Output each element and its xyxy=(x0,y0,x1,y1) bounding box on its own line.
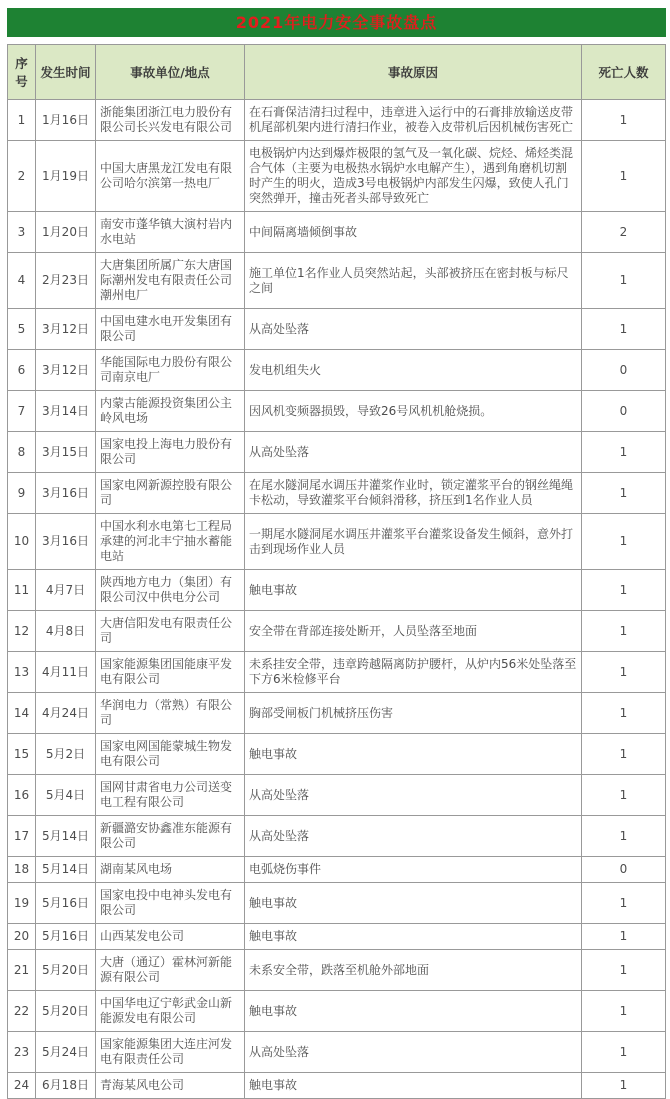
table-row xyxy=(8,391,666,432)
table-row xyxy=(8,775,666,816)
cell-no: 21 xyxy=(8,950,36,991)
cell-unit: 中国华电辽宁彰武金山新能源发电有限公司 xyxy=(96,991,245,1032)
cell-date: 6月18日 xyxy=(36,1073,96,1099)
cell-cause: 施工单位1名作业人员突然站起，头部被挤压在密封板与标尺之间 xyxy=(245,253,582,309)
cell-deaths: 1 xyxy=(582,611,666,652)
cell-unit: 中国电建水电开发集团有限公司 xyxy=(96,309,245,350)
cell-unit: 国家电投中电神头发电有限公司 xyxy=(96,883,245,924)
cell-date: 1月19日 xyxy=(36,141,96,212)
cell-date: 5月14日 xyxy=(36,816,96,857)
cell-unit: 华能国际电力股份有限公司南京电厂 xyxy=(96,350,245,391)
cell-deaths: 1 xyxy=(582,883,666,924)
cell-no: 11 xyxy=(8,570,36,611)
cell-deaths: 1 xyxy=(582,253,666,309)
cell-date: 4月8日 xyxy=(36,611,96,652)
cell-date: 5月16日 xyxy=(36,924,96,950)
cell-cause: 因风机变频器损毁，导致26号风机机舱烧损。 xyxy=(245,391,582,432)
cell-date: 5月16日 xyxy=(36,883,96,924)
table-header xyxy=(8,45,666,100)
cell-unit: 南安市蓬华镇大演村岩内水电站 xyxy=(96,212,245,253)
cell-cause: 电极锅炉内达到爆炸极限的氢气及一氧化碳、烷烃、烯烃类混合气体（主要为电极热水锅炉水电解产生），遇到角磨机切割时产生的明火，造成3号电极锅炉内部发生闪爆，致使人孔门突然弹开，撞击死者头部导致死亡 xyxy=(245,141,582,212)
cell-no: 5 xyxy=(8,309,36,350)
cell-unit: 新疆潞安协鑫准东能源有限公司 xyxy=(96,816,245,857)
cell-cause: 触电事故 xyxy=(245,883,582,924)
cell-deaths: 1 xyxy=(582,991,666,1032)
cell-unit: 大唐（通辽）霍林河新能源有限公司 xyxy=(96,950,245,991)
cell-no: 7 xyxy=(8,391,36,432)
cell-cause: 从高处坠落 xyxy=(245,432,582,473)
cell-unit: 青海某风电公司 xyxy=(96,1073,245,1099)
cell-date: 3月16日 xyxy=(36,514,96,570)
cell-date: 1月20日 xyxy=(36,212,96,253)
cell-no: 6 xyxy=(8,350,36,391)
cell-deaths: 1 xyxy=(582,514,666,570)
cell-deaths: 2 xyxy=(582,212,666,253)
cell-unit: 国家能源集团大连庄河发电有限责任公司 xyxy=(96,1032,245,1073)
cell-cause: 在石膏保洁清扫过程中，违章进入运行中的石膏排放输送皮带机尾部机架内进行清扫作业，被卷入皮带机后因机械伤害死亡 xyxy=(245,100,582,141)
cell-cause: 触电事故 xyxy=(245,1073,582,1099)
table-row xyxy=(8,734,666,775)
cell-no: 20 xyxy=(8,924,36,950)
cell-deaths: 1 xyxy=(582,693,666,734)
table-row xyxy=(8,857,666,883)
cell-unit: 中国大唐黑龙江发电有限公司哈尔滨第一热电厂 xyxy=(96,141,245,212)
cell-date: 5月20日 xyxy=(36,950,96,991)
cell-no: 18 xyxy=(8,857,36,883)
cell-deaths: 1 xyxy=(582,473,666,514)
table-row xyxy=(8,473,666,514)
cell-deaths: 0 xyxy=(582,391,666,432)
cell-date: 5月4日 xyxy=(36,775,96,816)
cell-no: 14 xyxy=(8,693,36,734)
cell-date: 1月16日 xyxy=(36,100,96,141)
col-header-date: 发生时间 xyxy=(36,45,96,100)
cell-cause: 从高处坠落 xyxy=(245,775,582,816)
cell-cause: 触电事故 xyxy=(245,570,582,611)
cell-unit: 山西某发电公司 xyxy=(96,924,245,950)
table-row xyxy=(8,1032,666,1073)
table-row xyxy=(8,611,666,652)
cell-cause: 中间隔离墙倾倒事故 xyxy=(245,212,582,253)
table-row xyxy=(8,1073,666,1099)
cell-unit: 中国水利水电第七工程局承建的河北丰宁抽水蓄能电站 xyxy=(96,514,245,570)
cell-no: 13 xyxy=(8,652,36,693)
cell-deaths: 0 xyxy=(582,350,666,391)
cell-deaths: 1 xyxy=(582,570,666,611)
cell-unit: 大唐信阳发电有限责任公司 xyxy=(96,611,245,652)
cell-no: 15 xyxy=(8,734,36,775)
cell-no: 1 xyxy=(8,100,36,141)
cell-unit: 国网甘肃省电力公司送变电工程有限公司 xyxy=(96,775,245,816)
cell-no: 2 xyxy=(8,141,36,212)
cell-date: 4月11日 xyxy=(36,652,96,693)
cell-unit: 大唐集团所属广东大唐国际潮州发电有限责任公司潮州电厂 xyxy=(96,253,245,309)
cell-date: 3月14日 xyxy=(36,391,96,432)
cell-cause: 胸部受闸板门机械挤压伤害 xyxy=(245,693,582,734)
table-row xyxy=(8,883,666,924)
cell-deaths: 1 xyxy=(582,775,666,816)
cell-cause: 从高处坠落 xyxy=(245,309,582,350)
cell-deaths: 1 xyxy=(582,1073,666,1099)
cell-cause: 未系挂安全带，违章跨越隔离防护腰杆，从炉内56米处坠落至下方6米检修平台 xyxy=(245,652,582,693)
cell-cause: 电弧烧伤事件 xyxy=(245,857,582,883)
table-row xyxy=(8,570,666,611)
cell-cause: 触电事故 xyxy=(245,991,582,1032)
cell-deaths: 1 xyxy=(582,950,666,991)
cell-unit: 陕西地方电力（集团）有限公司汉中供电分公司 xyxy=(96,570,245,611)
table-row xyxy=(8,212,666,253)
cell-cause: 发电机组失火 xyxy=(245,350,582,391)
table-row xyxy=(8,924,666,950)
cell-no: 10 xyxy=(8,514,36,570)
cell-deaths: 1 xyxy=(582,734,666,775)
cell-no: 3 xyxy=(8,212,36,253)
cell-date: 2月23日 xyxy=(36,253,96,309)
cell-unit: 国家电投上海电力股份有限公司 xyxy=(96,432,245,473)
page-title: 2021年电力安全事故盘点 xyxy=(7,8,666,37)
cell-date: 5月20日 xyxy=(36,991,96,1032)
table-row xyxy=(8,432,666,473)
cell-unit: 国家电网国能蒙城生物发电有限公司 xyxy=(96,734,245,775)
cell-cause: 一期尾水隧洞尾水调压井灌浆平台灌浆设备发生倾斜，意外打击到现场作业人员 xyxy=(245,514,582,570)
cell-unit: 浙能集团浙江电力股份有限公司长兴发电有限公司 xyxy=(96,100,245,141)
table-row xyxy=(8,100,666,141)
cell-unit: 华润电力（常熟）有限公司 xyxy=(96,693,245,734)
table-row xyxy=(8,816,666,857)
col-header-unit: 事故单位/地点 xyxy=(96,45,245,100)
cell-deaths: 1 xyxy=(582,100,666,141)
col-header-no: 序号 xyxy=(8,45,36,100)
table-row xyxy=(8,309,666,350)
accidents-table xyxy=(7,44,666,1099)
table-row xyxy=(8,141,666,212)
cell-deaths: 1 xyxy=(582,652,666,693)
cell-unit: 国家能源集团国能康平发电有限公司 xyxy=(96,652,245,693)
cell-cause: 安全带在背部连接处断开，人员坠落至地面 xyxy=(245,611,582,652)
cell-date: 5月24日 xyxy=(36,1032,96,1073)
cell-deaths: 1 xyxy=(582,309,666,350)
cell-unit: 内蒙古能源投资集团公主岭风电场 xyxy=(96,391,245,432)
col-header-cause: 事故原因 xyxy=(245,45,582,100)
cell-no: 19 xyxy=(8,883,36,924)
cell-date: 5月14日 xyxy=(36,857,96,883)
cell-deaths: 1 xyxy=(582,432,666,473)
cell-unit: 湖南某风电场 xyxy=(96,857,245,883)
table-row xyxy=(8,514,666,570)
table-row xyxy=(8,991,666,1032)
cell-deaths: 1 xyxy=(582,816,666,857)
cell-cause: 触电事故 xyxy=(245,734,582,775)
table-row xyxy=(8,253,666,309)
cell-deaths: 0 xyxy=(582,857,666,883)
cell-date: 3月15日 xyxy=(36,432,96,473)
cell-no: 17 xyxy=(8,816,36,857)
cell-cause: 未系安全带，跌落至机舱外部地面 xyxy=(245,950,582,991)
table-row xyxy=(8,693,666,734)
cell-date: 3月16日 xyxy=(36,473,96,514)
cell-deaths: 1 xyxy=(582,924,666,950)
cell-date: 3月12日 xyxy=(36,309,96,350)
cell-no: 8 xyxy=(8,432,36,473)
cell-date: 5月2日 xyxy=(36,734,96,775)
table-row xyxy=(8,950,666,991)
table-row xyxy=(8,652,666,693)
cell-no: 12 xyxy=(8,611,36,652)
cell-date: 4月24日 xyxy=(36,693,96,734)
cell-cause: 触电事故 xyxy=(245,924,582,950)
cell-no: 22 xyxy=(8,991,36,1032)
cell-no: 4 xyxy=(8,253,36,309)
cell-cause: 在尾水隧洞尾水调压井灌浆作业时，锁定灌浆平台的钢丝绳绳卡松动，导致灌浆平台倾斜滑移，挤压到1名作业人员 xyxy=(245,473,582,514)
cell-no: 9 xyxy=(8,473,36,514)
cell-date: 3月12日 xyxy=(36,350,96,391)
cell-cause: 从高处坠落 xyxy=(245,1032,582,1073)
cell-no: 23 xyxy=(8,1032,36,1073)
cell-deaths: 1 xyxy=(582,1032,666,1073)
cell-deaths: 1 xyxy=(582,141,666,212)
cell-date: 4月7日 xyxy=(36,570,96,611)
cell-cause: 从高处坠落 xyxy=(245,816,582,857)
col-header-deaths: 死亡人数 xyxy=(582,45,666,100)
table-body xyxy=(8,100,666,1099)
cell-no: 24 xyxy=(8,1073,36,1099)
cell-no: 16 xyxy=(8,775,36,816)
table-row xyxy=(8,350,666,391)
cell-unit: 国家电网新源控股有限公司 xyxy=(96,473,245,514)
header-row xyxy=(8,45,666,100)
